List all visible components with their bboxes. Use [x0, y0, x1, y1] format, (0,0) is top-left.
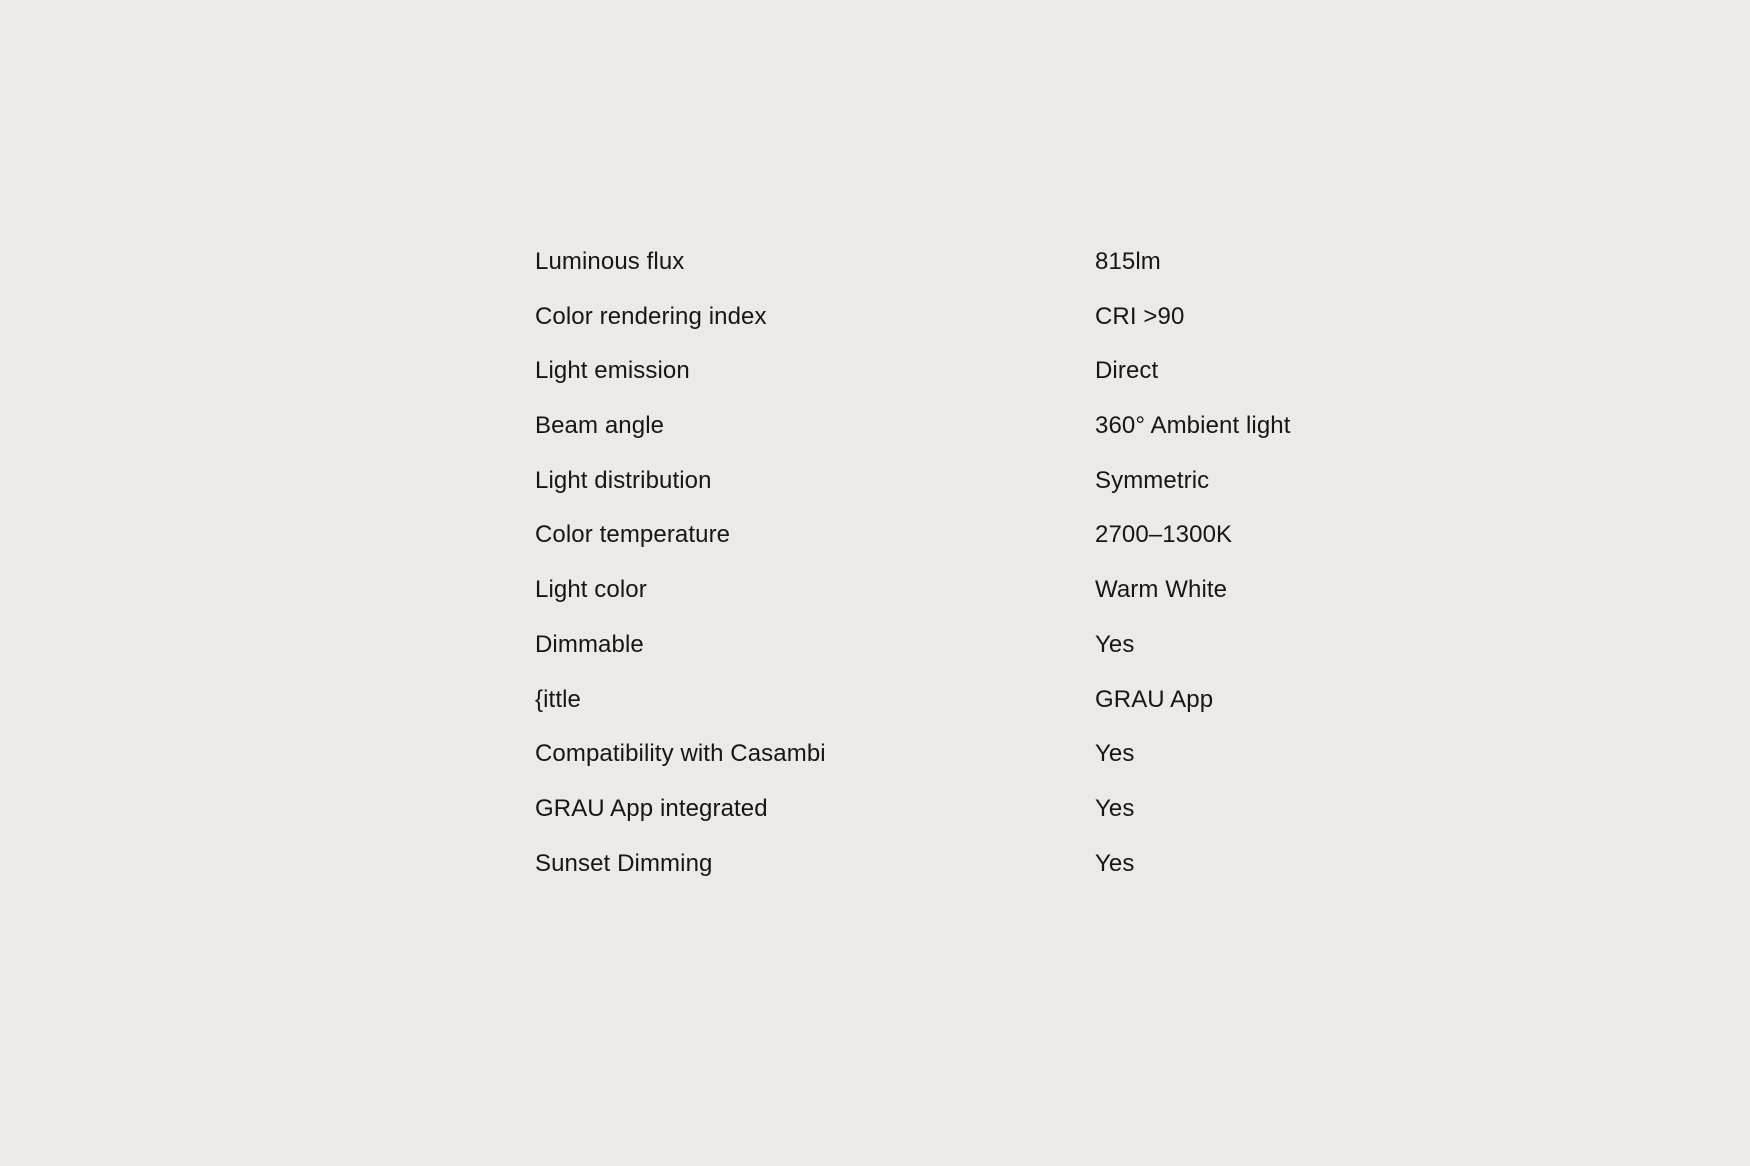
spec-value: 360° Ambient light: [1095, 412, 1291, 440]
spec-label: Dimmable: [535, 630, 644, 658]
spec-row-light-color: [535, 576, 1335, 631]
spec-row-light-distribution: [535, 467, 1335, 522]
spec-label: Light emission: [535, 357, 690, 385]
spec-row-color-rendering-index: [535, 303, 1335, 358]
spec-value: 815lm: [1095, 248, 1161, 275]
spec-row-luminous-flux: [535, 248, 1335, 303]
spec-row-light-emission: [535, 357, 1335, 412]
spec-label: Compatibility with Casambi: [535, 740, 826, 768]
spec-row-casambi-compatibility: [535, 740, 1335, 795]
spec-row-dimmable: [535, 631, 1335, 686]
spec-row-beam-angle: [535, 412, 1335, 467]
spec-value: Symmetric: [1095, 466, 1210, 494]
spec-label: Beam angle: [535, 412, 665, 440]
spec-label: GRAU App integrated: [535, 794, 768, 822]
spec-row-sunset-dimming: [535, 850, 1335, 905]
spec-value: Warm White: [1095, 576, 1228, 604]
spec-value: Yes: [1095, 849, 1135, 877]
spec-label: {ittle: [535, 685, 581, 713]
spec-value: Yes: [1095, 630, 1135, 658]
spec-row-grau-app-integrated: [535, 795, 1335, 850]
spec-label: Color rendering index: [535, 302, 767, 330]
spec-label: Luminous flux: [535, 248, 685, 275]
spec-value: 2700–1300K: [1095, 521, 1233, 549]
spec-label: Sunset Dimming: [535, 849, 713, 877]
spec-row-color-temperature: [535, 521, 1335, 576]
spec-value: Direct: [1095, 357, 1159, 385]
spec-label: Light color: [535, 576, 647, 604]
spec-value: CRI >90: [1095, 302, 1185, 330]
spec-value: Yes: [1095, 740, 1135, 768]
spec-row-ittle: [535, 686, 1335, 741]
spec-value: Yes: [1095, 794, 1135, 822]
spec-value: GRAU App: [1095, 685, 1214, 713]
specifications-table: [535, 248, 1335, 904]
spec-label: Color temperature: [535, 521, 731, 549]
spec-label: Light distribution: [535, 466, 712, 494]
